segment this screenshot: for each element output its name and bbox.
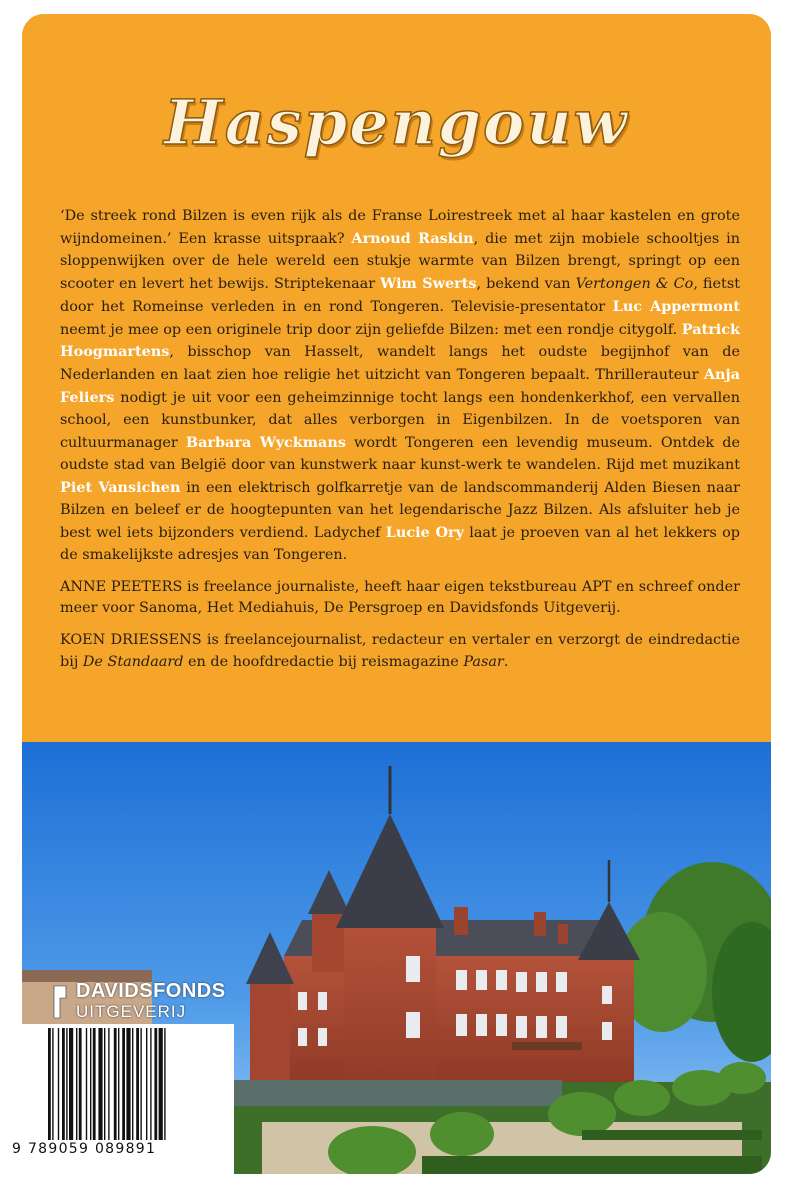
- barcode-bar: [104, 1028, 105, 1140]
- barcode-bar: [136, 1028, 139, 1140]
- barcode-bar: [150, 1028, 151, 1140]
- publisher-name: DAVIDSFONDS: [76, 980, 226, 1002]
- text-run: ANNE PEETERS is freelance journaliste, heeft haar eigen tekstbureau APT en schreef onder meer voor Sanoma, Het Mediahuis, De Persgroep en Davidsfonds Uitgeverij.: [60, 578, 740, 617]
- barcode-bar: [79, 1028, 82, 1140]
- book-back-cover: [22, 14, 771, 1174]
- highlighted-person-name: Wim Swerts: [380, 274, 477, 292]
- barcode-bar: [69, 1028, 73, 1140]
- barcode-bar: [62, 1028, 65, 1140]
- barcode-bar: [93, 1028, 96, 1140]
- barcode-bar: [108, 1028, 109, 1140]
- highlighted-person-name: Luc Appermont: [612, 297, 740, 315]
- text-run: laat je proeven van al het lekkers op de smakelijkste adresjes van Tongeren.: [60, 524, 740, 563]
- text-run: in een elektrisch golfkarretje van de landscommanderij Alden Biesen naar Bilzen en beleef er de hoogtepunten van het legendarische Jazz Bilzen. Als afsluiter heb je best wel iets bijzonders verdiend. Ladychef: [60, 479, 740, 541]
- barcode-bar: [48, 1028, 51, 1140]
- text-run: , fietst door het Romeinse verleden in en rond Tongeren. Televisie-presentator: [60, 275, 740, 315]
- barcode-bar: [86, 1028, 87, 1140]
- barcode-bar: [122, 1028, 125, 1140]
- italic-title: Vertongen & Co: [575, 275, 694, 292]
- blurb-paragraph: [60, 206, 740, 567]
- text-run: , bisschop van Hasselt, wandelt langs het oudste begijnhof van de Nederlanden en laat zien hoe religie het uitzicht van Tongeren bepaalt. Thrillerauteur: [60, 344, 740, 384]
- text-run: wordt Tongeren een levendig museum. Ontdek de oudste stad van België door van kunstwerk naar kunst-werk te wandelen. Rijd met muzikant: [60, 435, 740, 473]
- barcode-bar: [118, 1028, 119, 1140]
- highlighted-person-name: Piet Vansichen: [60, 478, 181, 496]
- highlighted-person-name: Lucie Ory: [385, 523, 464, 541]
- highlighted-person-name: Arnoud Raskin: [351, 229, 474, 247]
- barcode-bar: [164, 1028, 165, 1140]
- orange-panel: [22, 14, 771, 742]
- barcode-bar: [58, 1028, 59, 1140]
- highlighted-person-name: Patrick Hoogmartens: [60, 320, 740, 361]
- publisher-subtitle: UITGEVERIJ: [76, 1002, 187, 1021]
- text-run: en de hoofdredactie bij reismagazine: [183, 654, 464, 671]
- barcode-bar: [146, 1028, 147, 1140]
- barcode-bar: [52, 1028, 53, 1140]
- blurb-text: [60, 206, 740, 684]
- text-run: .: [503, 654, 509, 671]
- text-run: , bekend van: [476, 275, 576, 292]
- text-run: neemt je mee op een originele trip door zijn geliefde Bilzen: met een rondje citygolf.: [60, 321, 682, 338]
- author-bio-koen-driessens: [60, 630, 740, 674]
- barcode-bar: [154, 1028, 157, 1140]
- barcode-bar: [90, 1028, 91, 1140]
- highlighted-person-name: Barbara Wyckmans: [185, 434, 346, 452]
- isbn-number: 9 789059 089891: [12, 1141, 157, 1157]
- text-run: ‘De streek rond Bilzen is even rijk als de Franse Loirestreek met al haar kastelen en grote wijndomeinen.’ Een krasse uitspraak?: [60, 208, 740, 247]
- italic-title: De Standaard: [82, 654, 184, 671]
- barcode-bar: [132, 1028, 133, 1140]
- barcode-icon: [22, 1024, 234, 1148]
- italic-title: Pasar: [463, 654, 504, 671]
- highlighted-person-name: Anja Feliers: [60, 366, 740, 407]
- text-run: , die met zijn mobiele schooltjes in sloppenwijken over de hele wereld een stukje warmte van Bilzen brengt, springt op een scooter en levert het bewijs. Striptekenaar: [60, 230, 740, 292]
- barcode-bar: [98, 1028, 102, 1140]
- barcode-bar: [159, 1028, 163, 1140]
- barcode-bar: [140, 1028, 141, 1140]
- davidsfonds-logo-icon: [52, 984, 70, 1020]
- barcode-bar: [76, 1028, 77, 1140]
- barcode-bar: [126, 1028, 130, 1140]
- text-run: KOEN DRIESSENS is freelancejournalist, redacteur en vertaler en verzorgt de eindredactie bij: [60, 632, 740, 671]
- barcode-bar: [114, 1028, 117, 1140]
- author-bio-anne-peeters: [60, 577, 740, 621]
- book-title: Haspengouw: [164, 86, 629, 159]
- barcode-bar: [66, 1028, 67, 1140]
- text-run: nodigt je uit voor een geheimzinnige tocht langs een hondenkerkhof, een vervallen school, een kunstbunker, dat alles verborgen in Eigenbilzen. In de voetsporen van cultuurmanager: [60, 390, 740, 452]
